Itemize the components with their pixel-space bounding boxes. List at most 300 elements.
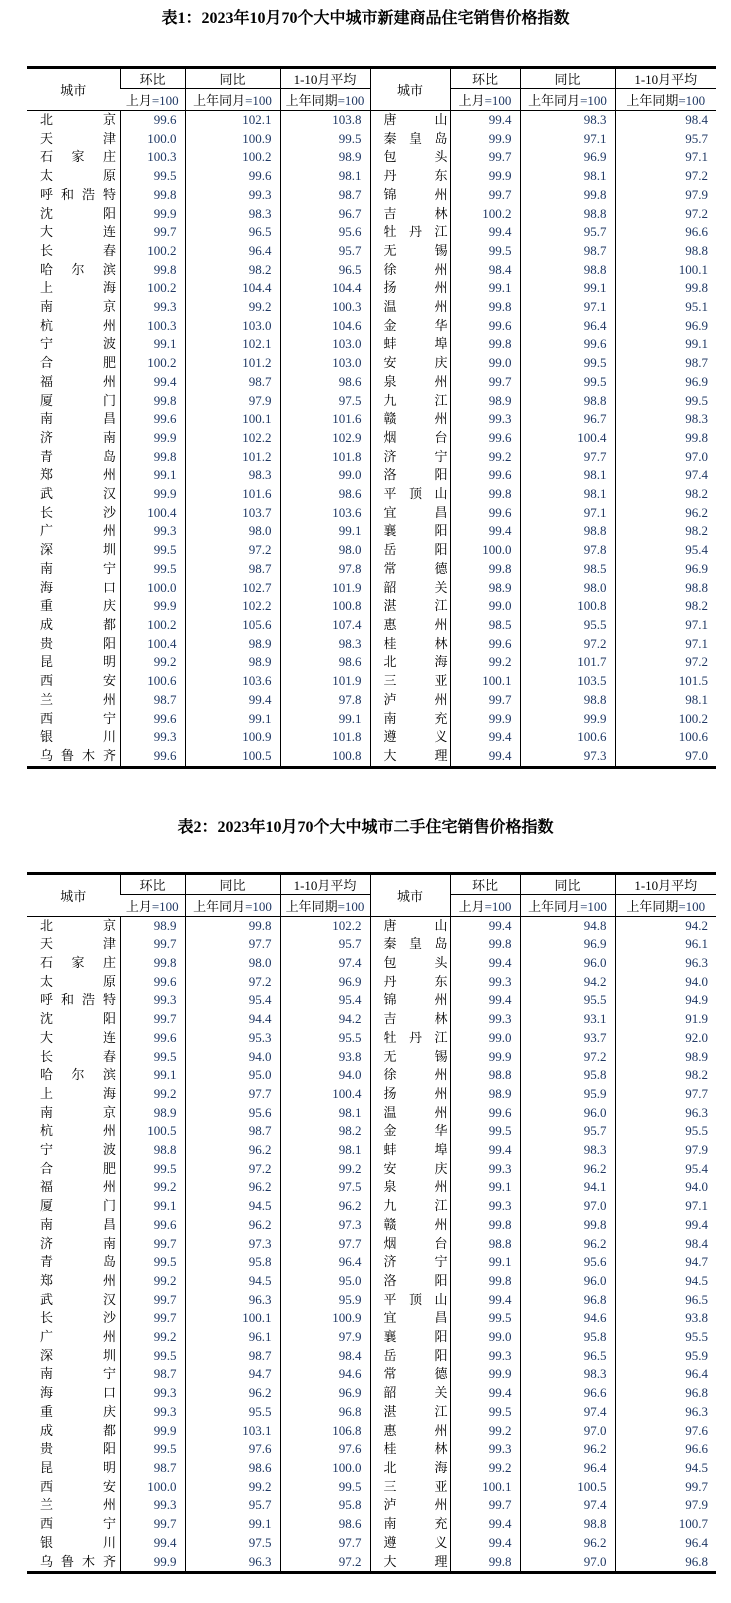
index-value-cell: 98.3 <box>520 1365 615 1384</box>
city-cell <box>27 1178 120 1197</box>
index-value-cell: 100.7 <box>615 1515 716 1534</box>
index-value-cell: 99.4 <box>450 991 520 1010</box>
index-value-cell: 98.1 <box>280 167 370 186</box>
index-value-cell: 93.1 <box>520 1010 615 1029</box>
city-cell <box>27 1553 120 1573</box>
city-cell <box>27 916 120 935</box>
index-value-cell: 98.0 <box>280 541 370 560</box>
city-cell <box>370 1122 450 1141</box>
index-value-cell: 98.2 <box>280 1122 370 1141</box>
city-name: 唐 山 <box>383 112 448 127</box>
city-name: 长 春 <box>40 1048 116 1064</box>
index-value-cell: 98.8 <box>520 522 615 541</box>
index-value-cell: 99.2 <box>450 653 520 672</box>
table-row <box>27 1010 716 1029</box>
index-value-cell: 97.1 <box>520 504 615 523</box>
city-name: 兰 州 <box>40 691 116 707</box>
index-value-cell: 98.1 <box>615 691 716 710</box>
city-cell <box>27 1422 120 1441</box>
index-value-cell: 96.5 <box>280 261 370 280</box>
index-value-cell: 100.1 <box>185 1309 280 1328</box>
table-row <box>27 954 716 973</box>
index-value-cell: 99.9 <box>450 167 520 186</box>
index-value-cell: 97.2 <box>185 973 280 992</box>
city-cell <box>27 335 120 354</box>
index-value-cell: 95.9 <box>280 1291 370 1310</box>
index-value-cell: 97.9 <box>615 1141 716 1160</box>
city-name: 洛 阳 <box>383 1272 448 1288</box>
index-value-cell: 99.5 <box>450 1122 520 1141</box>
index-value-cell: 102.2 <box>185 597 280 616</box>
index-value-cell: 97.3 <box>520 747 615 767</box>
city-cell <box>370 1104 450 1123</box>
index-value-cell: 93.7 <box>520 1029 615 1048</box>
index-value-cell: 96.2 <box>520 1160 615 1179</box>
city-cell <box>27 485 120 504</box>
index-value-cell: 97.3 <box>280 1216 370 1235</box>
index-value-cell: 98.8 <box>615 579 716 598</box>
index-value-cell: 99.3 <box>120 522 185 541</box>
city-name: 大 连 <box>40 224 116 240</box>
index-value-cell: 99.4 <box>450 1534 520 1553</box>
index-value-cell: 98.9 <box>280 148 370 167</box>
index-value-cell: 99.6 <box>450 317 520 336</box>
index-value-cell: 97.0 <box>615 448 716 467</box>
city-name: 石 家 庄 <box>40 955 116 971</box>
city-cell <box>27 261 120 280</box>
city-name: 厦 门 <box>40 1198 116 1214</box>
index-value-cell: 97.8 <box>280 560 370 579</box>
header-mom-base-right: 上月=100 <box>450 894 520 916</box>
city-cell <box>27 1160 120 1179</box>
city-cell <box>27 1066 120 1085</box>
index-value-cell: 100.2 <box>185 148 280 167</box>
city-cell <box>370 1272 450 1291</box>
city-name: 襄 阳 <box>383 1329 448 1345</box>
index-value-cell: 99.1 <box>450 279 520 298</box>
city-name: 无 锡 <box>383 1048 448 1064</box>
city-name: 沈 阳 <box>40 205 116 221</box>
city-name: 安 庆 <box>383 1160 448 1176</box>
index-value-cell: 100.9 <box>185 728 280 747</box>
index-value-cell: 97.2 <box>615 167 716 186</box>
index-value-cell: 99.3 <box>450 1010 520 1029</box>
index-value-cell: 103.0 <box>185 317 280 336</box>
index-value-cell: 99.4 <box>450 223 520 242</box>
index-value-cell: 97.6 <box>615 1422 716 1441</box>
table-row <box>27 298 716 317</box>
index-value-cell: 99.9 <box>120 485 185 504</box>
index-value-cell: 94.5 <box>185 1272 280 1291</box>
index-value-cell: 98.8 <box>520 261 615 280</box>
index-value-cell: 99.3 <box>450 1440 520 1459</box>
table-row <box>27 541 716 560</box>
index-value-cell: 98.3 <box>520 1141 615 1160</box>
header-yoy-base-left: 上年同月=100 <box>185 894 280 916</box>
index-value-cell: 99.3 <box>120 991 185 1010</box>
table-row <box>27 916 716 935</box>
city-name: 包 头 <box>383 955 448 971</box>
city-name: 海 口 <box>40 1385 116 1401</box>
city-cell <box>27 429 120 448</box>
table-row <box>27 597 716 616</box>
table-row <box>27 579 716 598</box>
index-value-cell: 96.1 <box>185 1328 280 1347</box>
city-name: 呼 和 浩 特 <box>40 186 116 202</box>
index-value-cell: 99.4 <box>450 954 520 973</box>
index-value-cell: 100.9 <box>280 1309 370 1328</box>
table2-title: 表2：2023年10月70个大中城市二手住宅销售价格指数 <box>177 818 554 836</box>
index-value-cell: 101.6 <box>280 410 370 429</box>
index-value-cell: 100.9 <box>185 130 280 149</box>
city-name: 丹 东 <box>383 168 448 184</box>
index-value-cell: 98.0 <box>185 522 280 541</box>
city-cell <box>27 504 120 523</box>
table-row <box>27 1235 716 1254</box>
index-value-cell: 96.2 <box>185 1384 280 1403</box>
index-value-cell: 96.6 <box>615 1440 716 1459</box>
index-value-cell: 99.0 <box>450 597 520 616</box>
city-name: 韶 关 <box>383 1385 448 1401</box>
index-value-cell: 100.6 <box>520 728 615 747</box>
index-value-cell: 96.9 <box>615 373 716 392</box>
city-cell <box>27 1347 120 1366</box>
index-value-cell: 96.2 <box>615 504 716 523</box>
index-value-cell: 96.0 <box>520 1104 615 1123</box>
index-value-cell: 104.6 <box>280 317 370 336</box>
index-value-cell: 99.6 <box>185 167 280 186</box>
index-value-cell: 99.5 <box>450 1309 520 1328</box>
index-value-cell: 99.5 <box>450 242 520 261</box>
city-cell <box>370 1066 450 1085</box>
index-value-cell: 96.6 <box>520 1384 615 1403</box>
index-value-cell: 95.4 <box>615 1160 716 1179</box>
table2-body <box>27 916 716 1573</box>
city-name: 济 宁 <box>383 448 448 464</box>
city-name: 九 江 <box>383 392 448 408</box>
index-value-cell: 99.2 <box>120 1178 185 1197</box>
index-value-cell: 99.5 <box>280 1478 370 1497</box>
city-name: 杭 州 <box>40 317 116 333</box>
index-value-cell: 99.8 <box>185 916 280 935</box>
header-city-right: 城市 <box>370 68 450 111</box>
city-name: 秦 皇 岛 <box>383 936 448 952</box>
index-value-cell: 97.7 <box>185 1085 280 1104</box>
index-value-cell: 98.1 <box>520 466 615 485</box>
table-row <box>27 672 716 691</box>
index-value-cell: 100.0 <box>120 579 185 598</box>
city-name: 锦 州 <box>383 186 448 202</box>
index-value-cell: 99.5 <box>120 1160 185 1179</box>
index-value-cell: 99.3 <box>450 1160 520 1179</box>
city-cell <box>27 973 120 992</box>
city-name: 襄 阳 <box>383 523 448 539</box>
index-value-cell: 96.8 <box>615 1384 716 1403</box>
index-value-cell: 97.6 <box>280 1440 370 1459</box>
city-name: 赣 州 <box>383 1216 448 1232</box>
index-value-cell: 95.0 <box>185 1066 280 1085</box>
city-cell <box>370 373 450 392</box>
table-row <box>27 560 716 579</box>
index-value-cell: 94.2 <box>615 916 716 935</box>
table-row <box>27 1496 716 1515</box>
index-value-cell: 93.8 <box>615 1309 716 1328</box>
city-cell <box>27 728 120 747</box>
index-value-cell: 99.7 <box>615 1478 716 1497</box>
index-value-cell: 99.2 <box>120 1272 185 1291</box>
city-name: 昆 明 <box>40 1460 116 1475</box>
city-cell <box>27 560 120 579</box>
city-cell <box>370 954 450 973</box>
city-cell <box>27 616 120 635</box>
city-name: 重 庆 <box>40 598 116 614</box>
index-value-cell: 95.0 <box>280 1272 370 1291</box>
city-name: 南 昌 <box>40 411 116 427</box>
index-value-cell: 96.0 <box>520 954 615 973</box>
city-cell <box>27 635 120 654</box>
index-value-cell: 99.8 <box>450 1553 520 1573</box>
city-cell <box>370 1178 450 1197</box>
index-value-cell: 99.4 <box>615 1216 716 1235</box>
index-value-cell: 96.9 <box>520 935 615 954</box>
index-value-cell: 97.7 <box>520 448 615 467</box>
index-value-cell: 95.9 <box>520 1085 615 1104</box>
header-city-left: 城市 <box>27 873 120 916</box>
index-value-cell: 100.4 <box>120 504 185 523</box>
table-row <box>27 1141 716 1160</box>
index-value-cell: 96.3 <box>615 954 716 973</box>
index-value-cell: 98.7 <box>615 354 716 373</box>
city-cell <box>370 242 450 261</box>
city-cell <box>27 1141 120 1160</box>
index-value-cell: 95.8 <box>520 1066 615 1085</box>
city-cell <box>370 1403 450 1422</box>
index-value-cell: 99.8 <box>120 261 185 280</box>
index-value-cell: 99.0 <box>450 354 520 373</box>
index-value-cell: 97.4 <box>615 466 716 485</box>
city-name: 深 圳 <box>40 1347 116 1363</box>
index-value-cell: 97.4 <box>280 954 370 973</box>
index-value-cell: 99.2 <box>120 1085 185 1104</box>
index-value-cell: 98.8 <box>520 691 615 710</box>
city-cell <box>370 167 450 186</box>
index-value-cell: 99.4 <box>450 916 520 935</box>
table-row <box>27 1216 716 1235</box>
index-value-cell: 95.8 <box>520 1328 615 1347</box>
index-value-cell: 99.2 <box>185 1478 280 1497</box>
index-value-cell: 98.6 <box>280 485 370 504</box>
city-cell <box>370 616 450 635</box>
city-cell <box>370 635 450 654</box>
index-value-cell: 99.4 <box>450 1291 520 1310</box>
index-value-cell: 99.5 <box>120 541 185 560</box>
city-name: 贵 阳 <box>40 1441 116 1457</box>
index-value-cell: 95.7 <box>185 1496 280 1515</box>
city-cell <box>27 1235 120 1254</box>
city-name: 郑 州 <box>40 1272 116 1288</box>
city-name: 宜 昌 <box>383 504 448 520</box>
index-value-cell: 98.5 <box>520 560 615 579</box>
index-value-cell: 99.1 <box>185 1515 280 1534</box>
city-name: 南 宁 <box>40 560 116 576</box>
city-name: 泸 州 <box>383 1497 448 1513</box>
index-value-cell: 97.0 <box>615 747 716 767</box>
index-value-cell: 100.1 <box>615 261 716 280</box>
city-cell <box>27 1365 120 1384</box>
city-cell <box>370 1384 450 1403</box>
city-cell <box>370 148 450 167</box>
city-name: 烟 台 <box>383 429 448 445</box>
index-value-cell: 100.0 <box>120 130 185 149</box>
index-value-cell: 99.2 <box>185 298 280 317</box>
table-row <box>27 186 716 205</box>
index-value-cell: 94.5 <box>615 1272 716 1291</box>
table-row <box>27 279 716 298</box>
city-name: 蚌 埠 <box>383 336 448 352</box>
city-cell <box>27 1309 120 1328</box>
index-value-cell: 100.2 <box>120 242 185 261</box>
index-value-cell: 99.1 <box>120 1066 185 1085</box>
index-value-cell: 99.8 <box>120 392 185 411</box>
index-value-cell: 101.7 <box>520 653 615 672</box>
table-row <box>27 1328 716 1347</box>
city-cell <box>370 1048 450 1067</box>
city-name: 西 安 <box>40 1478 116 1494</box>
city-name: 北 海 <box>383 654 448 670</box>
table-row <box>27 1515 716 1534</box>
city-cell <box>27 1197 120 1216</box>
city-cell <box>27 1496 120 1515</box>
index-value-cell: 99.7 <box>120 223 185 242</box>
city-cell <box>27 541 120 560</box>
index-value-cell: 103.8 <box>280 111 370 130</box>
city-name: 西 宁 <box>40 1516 116 1532</box>
index-value-cell: 98.9 <box>185 653 280 672</box>
index-value-cell: 99.5 <box>120 1048 185 1067</box>
city-cell <box>27 1029 120 1048</box>
index-value-cell: 96.4 <box>520 1459 615 1478</box>
index-value-cell: 101.9 <box>280 579 370 598</box>
index-value-cell: 99.5 <box>120 1253 185 1272</box>
table-row <box>27 991 716 1010</box>
index-value-cell: 99.1 <box>450 1253 520 1272</box>
city-name: 桂 林 <box>383 1441 448 1457</box>
city-cell <box>370 916 450 935</box>
city-name: 成 都 <box>40 1422 116 1438</box>
index-value-cell: 99.3 <box>120 1384 185 1403</box>
index-value-cell: 95.5 <box>280 1029 370 1048</box>
city-name: 长 沙 <box>40 1310 116 1326</box>
index-value-cell: 95.4 <box>615 541 716 560</box>
city-name: 青 岛 <box>40 1254 116 1270</box>
index-value-cell: 99.6 <box>450 466 520 485</box>
index-value-cell: 99.5 <box>450 1403 520 1422</box>
table-row <box>27 429 716 448</box>
table-row <box>27 354 716 373</box>
table-row <box>27 747 716 767</box>
index-value-cell: 94.5 <box>615 1459 716 1478</box>
city-name: 太 原 <box>40 973 116 989</box>
index-value-cell: 99.6 <box>120 747 185 767</box>
index-value-cell: 105.6 <box>185 616 280 635</box>
city-name: 三 亚 <box>383 673 448 689</box>
index-value-cell: 98.3 <box>185 205 280 224</box>
index-value-cell: 99.9 <box>450 130 520 149</box>
table-row <box>27 485 716 504</box>
index-value-cell: 99.1 <box>120 335 185 354</box>
city-name: 徐 州 <box>383 1067 448 1083</box>
city-name: 锦 州 <box>383 992 448 1008</box>
city-cell <box>370 672 450 691</box>
index-value-cell: 99.2 <box>120 653 185 672</box>
city-cell <box>370 1160 450 1179</box>
city-name: 无 锡 <box>383 242 448 258</box>
index-value-cell: 99.8 <box>615 429 716 448</box>
index-value-cell: 99.8 <box>450 1272 520 1291</box>
index-value-cell: 96.0 <box>520 1272 615 1291</box>
city-name: 呼 和 浩 特 <box>40 992 116 1008</box>
index-value-cell: 95.9 <box>615 1347 716 1366</box>
table-row <box>27 1403 716 1422</box>
city-name: 南 京 <box>40 1104 116 1120</box>
index-value-cell: 95.6 <box>520 1253 615 1272</box>
city-name: 天 津 <box>40 936 116 952</box>
index-value-cell: 100.8 <box>280 747 370 767</box>
table-row <box>27 1272 716 1291</box>
city-cell <box>27 672 120 691</box>
table1-title: 表1：2023年10月70个大中城市新建商品住宅销售价格指数 <box>161 10 570 27</box>
index-value-cell: 98.8 <box>120 1141 185 1160</box>
index-value-cell: 98.9 <box>120 1104 185 1123</box>
table-row <box>27 1160 716 1179</box>
city-name: 沈 阳 <box>40 1011 116 1027</box>
index-value-cell: 95.5 <box>520 991 615 1010</box>
city-cell <box>27 710 120 729</box>
city-cell <box>370 973 450 992</box>
city-name: 赣 州 <box>383 411 448 427</box>
index-value-cell: 97.2 <box>520 635 615 654</box>
index-value-cell: 98.7 <box>185 560 280 579</box>
table-row <box>27 1309 716 1328</box>
city-name: 南 京 <box>40 299 116 315</box>
table-row <box>27 504 716 523</box>
city-name: 青 岛 <box>40 448 116 464</box>
city-cell <box>27 354 120 373</box>
index-value-cell: 99.8 <box>120 448 185 467</box>
header-mom-left: 环比 <box>120 873 185 894</box>
city-cell <box>27 410 120 429</box>
header-yoy-base-left: 上年同月=100 <box>185 89 280 111</box>
table-row <box>27 1534 716 1553</box>
city-name: 济 宁 <box>383 1254 448 1270</box>
index-value-cell: 97.2 <box>185 1160 280 1179</box>
city-name: 岳 阳 <box>383 1347 448 1363</box>
city-name: 惠 州 <box>383 616 448 632</box>
index-value-cell: 97.3 <box>185 1235 280 1254</box>
index-value-cell: 99.9 <box>520 710 615 729</box>
index-value-cell: 95.4 <box>280 991 370 1010</box>
city-cell <box>27 448 120 467</box>
city-name: 平 顶 山 <box>383 1291 448 1307</box>
table-row <box>27 373 716 392</box>
city-name: 泉 州 <box>383 1179 448 1195</box>
index-value-cell: 102.7 <box>185 579 280 598</box>
table-row <box>27 653 716 672</box>
index-value-cell: 103.6 <box>185 672 280 691</box>
city-cell <box>370 747 450 767</box>
city-cell <box>370 1309 450 1328</box>
city-name: 桂 林 <box>383 635 448 651</box>
